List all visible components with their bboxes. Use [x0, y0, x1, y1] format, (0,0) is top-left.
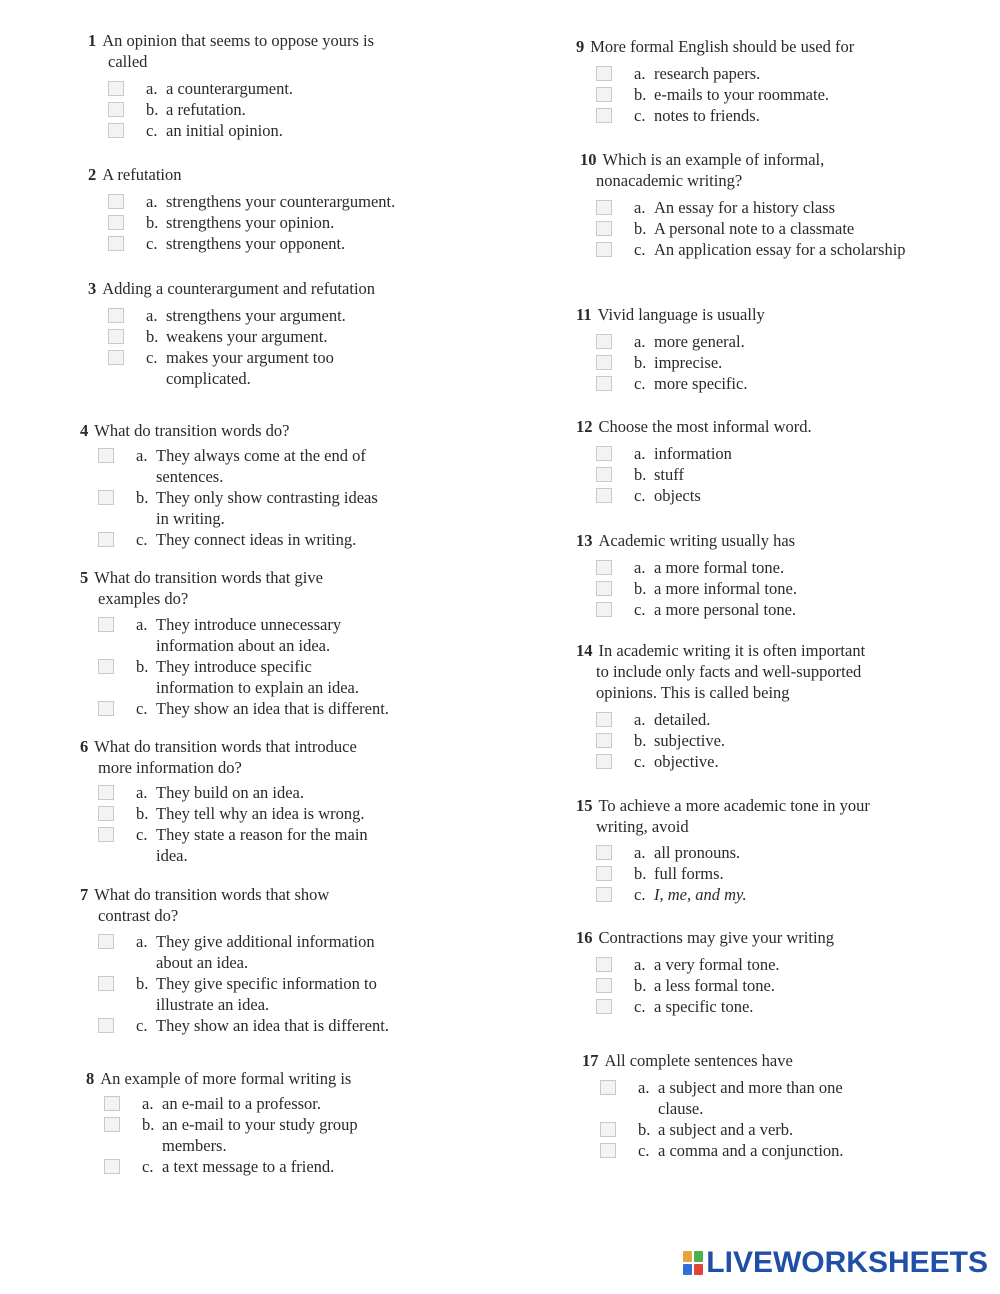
question-stem: 15 To achieve a more academic tone in your — [576, 796, 870, 815]
answer-option[interactable]: c. a specific tone. — [596, 996, 976, 1017]
question-stem: 8 An example of more formal writing is — [86, 1069, 352, 1088]
answer-option[interactable]: a. They give additional information about an idea. — [98, 931, 480, 973]
checkbox[interactable] — [596, 887, 612, 902]
answer-option[interactable]: a. information — [596, 443, 976, 464]
question-stem-cont: examples do? — [98, 589, 189, 608]
question-1 — [88, 30, 468, 141]
answer-option[interactable]: c. strengthens your opponent. — [108, 233, 488, 254]
logo-mark-icon — [683, 1251, 703, 1275]
checkbox[interactable] — [596, 754, 612, 769]
checkbox[interactable] — [98, 532, 114, 547]
answer-option[interactable]: c. makes your argument too complicated. — [108, 347, 488, 389]
question-12 — [576, 416, 976, 506]
checkbox[interactable] — [98, 659, 114, 674]
answer-option[interactable]: b. A personal note to a classmate — [596, 218, 990, 239]
question-stem: 7 What do transition words that show — [80, 885, 330, 904]
question-16 — [576, 927, 976, 1017]
checkbox[interactable] — [596, 845, 612, 860]
question-4 — [80, 420, 480, 550]
checkbox[interactable] — [108, 81, 124, 96]
answer-option[interactable]: a. a more formal tone. — [596, 557, 976, 578]
answer-option[interactable]: c. more specific. — [596, 373, 976, 394]
answer-option[interactable]: b. a less formal tone. — [596, 975, 976, 996]
question-15 — [576, 795, 986, 905]
checkbox[interactable] — [596, 866, 612, 881]
question-6 — [80, 736, 480, 866]
answer-option[interactable]: a. all pronouns. — [596, 842, 986, 863]
question-stem: 11 Vivid language is usually — [576, 305, 765, 324]
checkbox[interactable] — [98, 976, 114, 991]
checkbox[interactable] — [98, 785, 114, 800]
answer-option[interactable]: c. a more personal tone. — [596, 599, 976, 620]
logo-mark-square — [683, 1264, 692, 1275]
liveworksheets-logo — [683, 1246, 988, 1280]
answer-option[interactable]: a. more general. — [596, 331, 976, 352]
checkbox[interactable] — [108, 102, 124, 117]
checkbox[interactable] — [596, 446, 612, 461]
answer-option[interactable]: c. They connect ideas in writing. — [98, 529, 480, 550]
question-stem: 12 Choose the most informal word. — [576, 417, 812, 436]
question-stem: 4 What do transition words do? — [80, 421, 290, 440]
answer-option[interactable]: a. They build on an idea. — [98, 782, 480, 803]
answer-option[interactable]: c. They show an idea that is different. — [98, 698, 480, 719]
checkbox[interactable] — [596, 733, 612, 748]
question-stem: 17 All complete sentences have — [582, 1051, 793, 1070]
answer-option[interactable]: c. They show an idea that is different. — [98, 1015, 480, 1036]
question-stem-cont: opinions. This is called being — [596, 683, 790, 702]
checkbox[interactable] — [108, 194, 124, 209]
question-7 — [80, 884, 480, 1036]
question-10 — [580, 149, 990, 260]
checkbox[interactable] — [596, 200, 612, 215]
question-stem: 6 What do transition words that introduce — [80, 737, 357, 756]
checkbox[interactable] — [98, 701, 114, 716]
question-stem: 2 A refutation — [88, 165, 182, 184]
question-17 — [582, 1050, 982, 1161]
answer-option[interactable]: b. an e-mail to your study group members. — [104, 1114, 486, 1156]
checkbox[interactable] — [98, 827, 114, 842]
question-stem: 3 Adding a counterargument and refutation — [88, 279, 376, 298]
checkbox[interactable] — [108, 123, 124, 138]
checkbox[interactable] — [98, 934, 114, 949]
question-stem-cont: called — [108, 52, 148, 71]
question-14 — [576, 640, 986, 772]
checkbox[interactable] — [596, 999, 612, 1014]
question-stem: 16 Contractions may give your writing — [576, 928, 835, 947]
answer-option[interactable]: b. weakens your argument. — [108, 326, 488, 347]
checkbox[interactable] — [108, 308, 124, 323]
answer-option[interactable]: b. a more informal tone. — [596, 578, 976, 599]
checkbox[interactable] — [596, 602, 612, 617]
answer-option[interactable]: a. strengthens your argument. — [108, 305, 488, 326]
checkbox[interactable] — [108, 350, 124, 365]
question-stem-cont: to include only facts and well-supported — [596, 662, 862, 681]
checkbox[interactable] — [596, 221, 612, 236]
answer-option[interactable]: b. a refutation. — [108, 99, 468, 120]
answer-option[interactable]: a. They introduce unnecessary information about an idea. — [98, 614, 480, 656]
checkbox[interactable] — [108, 215, 124, 230]
answer-option[interactable]: c. They state a reason for the main idea. — [98, 824, 480, 866]
checkbox[interactable] — [104, 1117, 120, 1132]
question-stem: 5 What do transition words that give — [80, 568, 323, 587]
question-stem: 9 More formal English should be used for — [576, 37, 855, 56]
checkbox[interactable] — [596, 957, 612, 972]
answer-option[interactable]: c. a text message to a friend. — [104, 1156, 486, 1177]
checkbox[interactable] — [596, 108, 612, 123]
answer-option[interactable]: a. a subject and more than one clause. — [600, 1077, 982, 1119]
question-stem: 13 Academic writing usually has — [576, 531, 796, 550]
answer-option[interactable]: a. a counterargument. — [108, 78, 468, 99]
logo-mark-square — [683, 1251, 692, 1262]
checkbox[interactable] — [596, 66, 612, 81]
answer-option[interactable]: b. They introduce specific information to explain an idea. — [98, 656, 480, 698]
checkbox[interactable] — [98, 617, 114, 632]
checkbox[interactable] — [98, 448, 114, 463]
question-stem: 14 In academic writing it is often important — [576, 641, 866, 660]
logo-text: LIVEWORKSHEETS — [706, 1246, 988, 1279]
checkbox[interactable] — [596, 355, 612, 370]
answer-option[interactable]: a. An essay for a history class — [596, 197, 990, 218]
question-3 — [88, 278, 488, 389]
answer-option[interactable]: c. An application essay for a scholarship — [596, 239, 990, 260]
checkbox[interactable] — [108, 329, 124, 344]
checkbox[interactable] — [108, 236, 124, 251]
question-5 — [80, 567, 480, 719]
checkbox[interactable] — [596, 978, 612, 993]
answer-option[interactable]: a. an e-mail to a professor. — [104, 1093, 486, 1114]
answer-option[interactable]: b. a subject and a verb. — [600, 1119, 982, 1140]
checkbox[interactable] — [98, 490, 114, 505]
logo-mark-square — [694, 1251, 703, 1262]
answer-option[interactable]: a. strengthens your counterargument. — [108, 191, 488, 212]
answer-option[interactable]: c. objective. — [596, 751, 986, 772]
question-stem-cont: nonacademic writing? — [596, 171, 743, 190]
answer-option[interactable]: b. e-mails to your roommate. — [596, 84, 976, 105]
checkbox[interactable] — [596, 488, 612, 503]
answer-option[interactable]: b. subjective. — [596, 730, 986, 751]
checkbox[interactable] — [596, 712, 612, 727]
checkbox[interactable] — [596, 560, 612, 575]
checkbox[interactable] — [104, 1159, 120, 1174]
checkbox[interactable] — [596, 242, 612, 257]
question-9 — [576, 36, 976, 126]
question-stem-cont: writing, avoid — [596, 817, 689, 836]
answer-option[interactable]: b. stuff — [596, 464, 976, 485]
checkbox[interactable] — [600, 1143, 616, 1158]
question-13 — [576, 530, 976, 620]
answer-option[interactable]: c. a comma and a conjunction. — [600, 1140, 982, 1161]
checkbox[interactable] — [600, 1080, 616, 1095]
answer-option[interactable]: a. research papers. — [596, 63, 976, 84]
question-stem-cont: contrast do? — [98, 906, 179, 925]
answer-option[interactable]: a. detailed. — [596, 709, 986, 730]
answer-option[interactable]: b. full forms. — [596, 863, 986, 884]
question-2 — [88, 164, 488, 254]
checkbox[interactable] — [596, 376, 612, 391]
checkbox[interactable] — [596, 581, 612, 596]
answer-option[interactable]: b. They only show contrasting ideas in writing. — [98, 487, 480, 529]
answer-option[interactable]: b. imprecise. — [596, 352, 976, 373]
question-stem-cont: more information do? — [98, 758, 242, 777]
answer-option[interactable]: a. a very formal tone. — [596, 954, 976, 975]
logo-mark-square — [694, 1264, 703, 1275]
checkbox[interactable] — [596, 87, 612, 102]
question-stem: 1 An opinion that seems to oppose yours is — [88, 31, 375, 50]
answer-option[interactable]: b. strengthens your opinion. — [108, 212, 488, 233]
checkbox[interactable] — [596, 334, 612, 349]
checkbox[interactable] — [596, 467, 612, 482]
question-8 — [86, 1068, 486, 1177]
answer-option[interactable]: c. an initial opinion. — [108, 120, 468, 141]
checkbox[interactable] — [600, 1122, 616, 1137]
checkbox[interactable] — [98, 1018, 114, 1033]
checkbox[interactable] — [104, 1096, 120, 1111]
answer-option[interactable]: b. They give specific information to illustrate an idea. — [98, 973, 480, 1015]
checkbox[interactable] — [98, 806, 114, 821]
question-11 — [576, 304, 976, 394]
answer-option[interactable]: c. objects — [596, 485, 976, 506]
answer-option[interactable]: c. I, me, and my. — [596, 884, 986, 905]
answer-option[interactable]: a. They always come at the end of sentences. — [98, 445, 480, 487]
answer-option[interactable]: c. notes to friends. — [596, 105, 976, 126]
answer-option[interactable]: b. They tell why an idea is wrong. — [98, 803, 480, 824]
question-stem: 10 Which is an example of informal, — [580, 150, 825, 169]
